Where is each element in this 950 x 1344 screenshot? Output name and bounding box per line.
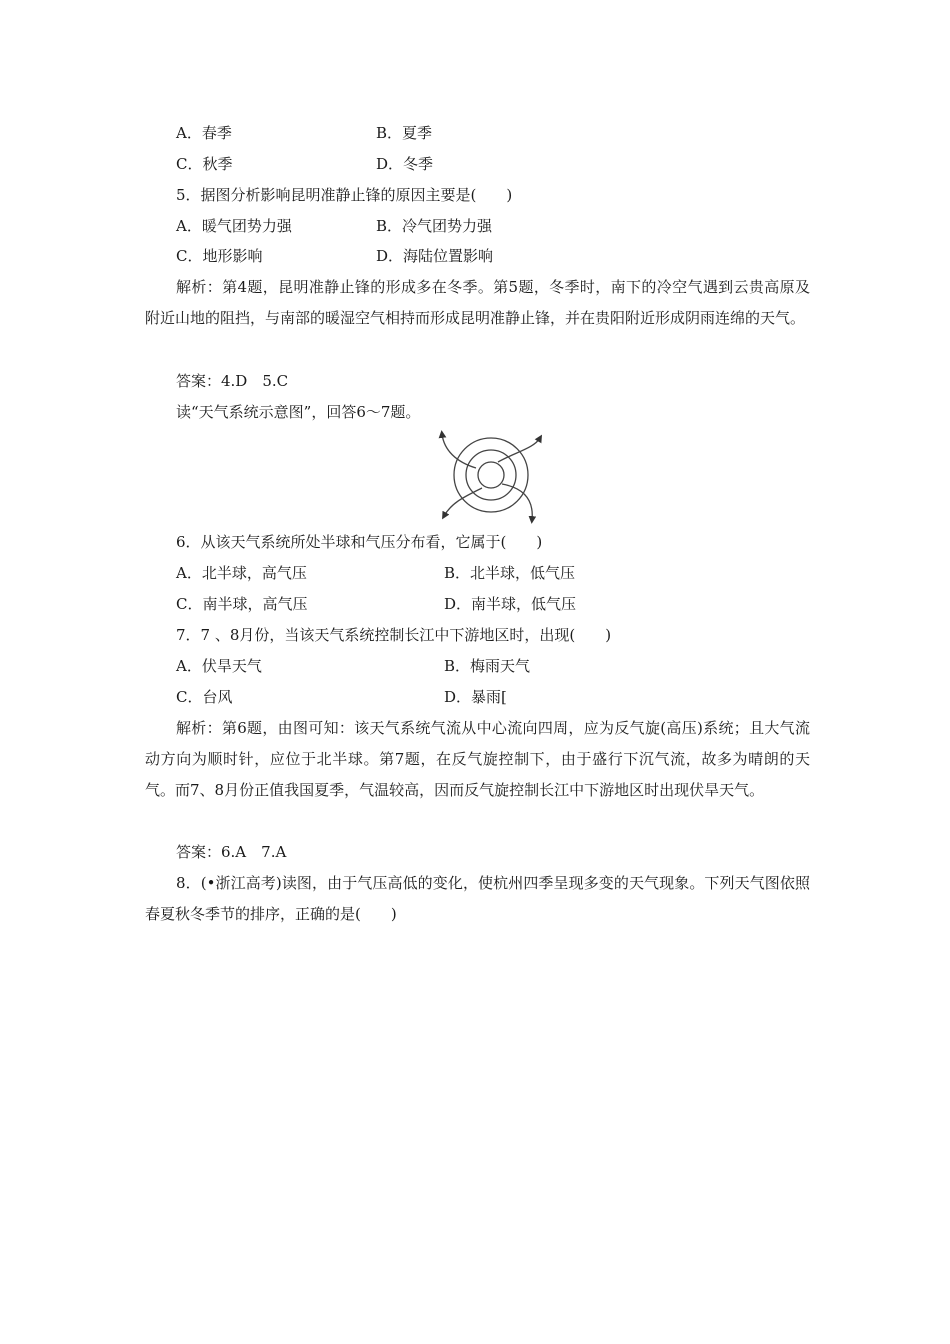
q7-option-b: B．梅雨天气: [444, 657, 531, 675]
q4-option-c: C．秋季: [176, 155, 233, 173]
q6-option-b: B．北半球，低气压: [444, 564, 576, 582]
isobar-outer: [454, 438, 528, 512]
q5-option-a: A．暖气团势力强: [176, 217, 292, 235]
q5-option-d: D．海陆位置影响: [376, 247, 494, 265]
analysis-q6-q7: 解析：第6题，由图可知：该天气系统气流从中心流向四周，应为反气旋(高压)系统；且大气流动方向为顺时针，应位于北半球。第7题，在反气旋控制下，由于盛行下沉气流，故多为晴朗的天气。而7、8月份正值我国夏季，气温较高，因而反气旋控制长江中下游地区时出现伏旱天气。: [145, 719, 810, 799]
airflow-arrow-sw: [444, 488, 482, 516]
isobar-inner: [478, 462, 504, 488]
q5-option-b: B．冷气团势力强: [376, 217, 493, 235]
q7-option-d: D．暴雨[: [444, 688, 507, 706]
answer-q4-q5: 答案：4.D 5.C: [176, 372, 289, 390]
q6-option-c: C．南半球，高气压: [176, 595, 308, 613]
q6-option-a: A．北半球，高气压: [176, 564, 307, 582]
q5-option-c: C．地形影响: [176, 247, 263, 265]
read-prompt: 读“天气系统示意图”，回答6～7题。: [176, 403, 421, 421]
analysis-q4-q5: 解析：第4题，昆明准静止锋的形成多在冬季。第5题，冬季时，南下的冷空气遇到云贵高原及附近山地的阻挡，与南部的暖湿空气相持而形成昆明准静止锋，并在贵阳附近形成阴雨连绵的天气。: [145, 278, 810, 327]
q7-option-c: C．台风: [176, 688, 233, 706]
answer-q6-q7: 答案：6.A 7.A: [176, 843, 287, 861]
q4-option-d: D．冬季: [376, 155, 434, 173]
q4-option-b: B．夏季: [376, 124, 433, 142]
q6-stem: 6．从该天气系统所处半球和气压分布看，它属于( ): [176, 533, 543, 551]
q8-stem: 8．(•浙江高考)读图，由于气压高低的变化，使杭州四季呈现多变的天气现象。下列天气图依照春夏秋冬季节的排序，正确的是( ): [145, 874, 810, 923]
q5-stem: 5．据图分析影响昆明准静止锋的原因主要是( ): [176, 186, 513, 204]
airflow-arrow-nw: [442, 434, 476, 468]
q6-option-d: D．南半球，低气压: [444, 595, 577, 613]
q4-option-a: A．春季: [176, 124, 232, 142]
q7-stem: 7．7 、8月份，当该天气系统控制长江中下游地区时，出现( ): [176, 626, 612, 644]
q7-option-a: A．伏旱天气: [176, 657, 262, 675]
weather-system-diagram: [436, 430, 546, 524]
